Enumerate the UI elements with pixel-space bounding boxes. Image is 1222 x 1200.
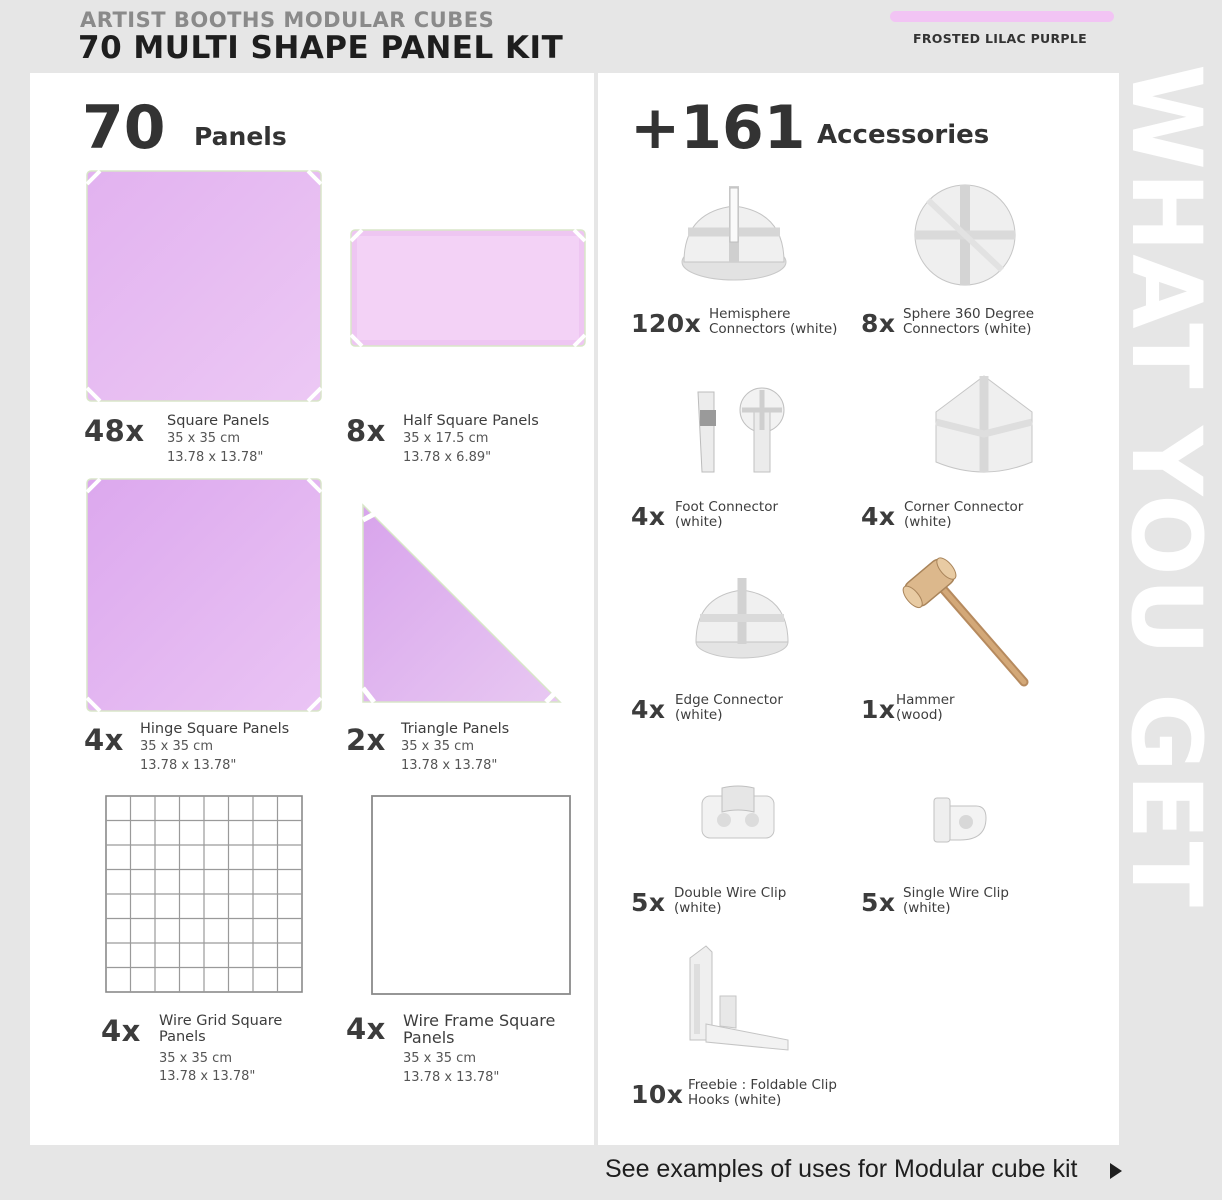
hemisphere-line2: Connectors (white) (709, 320, 838, 337)
wire-frame-panels-name-2: Panels (403, 1028, 455, 1048)
hammer-icon (900, 556, 1032, 688)
hinge-square-panel-icon (84, 476, 324, 714)
wire-frame-panels-qty: 4x (346, 1012, 386, 1046)
single-wire-clip-line1: Single Wire Clip (903, 885, 1009, 901)
double-wire-clip-icon (700, 786, 776, 842)
square-panels-qty: 48x (84, 414, 145, 448)
foldable-clip-hook-label (688, 1078, 837, 1108)
hinge-square-panels-label (140, 721, 289, 776)
accessories-count: +161 (630, 93, 806, 163)
color-name: FROSTED LILAC PURPLE (913, 31, 1087, 46)
triangle-panels-qty: 2x (346, 723, 386, 757)
play-arrow-icon[interactable] (1108, 1161, 1124, 1181)
triangle-panels-dim-cm: 35 x 35 cm (401, 739, 474, 755)
wire-grid-panels-dim-in: 13.78 x 13.78" (159, 1069, 256, 1085)
double-wire-clip-line1: Double Wire Clip (674, 885, 787, 901)
foot-connector-line2: (white) (675, 513, 723, 530)
square-panel-icon (84, 168, 324, 404)
double-wire-clip-label (674, 886, 786, 916)
hemisphere-qty: 120x (631, 309, 702, 338)
header-subtitle: ARTIST BOOTHS MODULAR CUBES (80, 8, 495, 32)
sphere-line1: Sphere 360 Degree (903, 306, 1035, 322)
wire-frame-panels-dim-cm: 35 x 35 cm (403, 1050, 476, 1066)
triangle-panel-icon (360, 502, 564, 706)
wire-grid-panels-name-1: Wire Grid Square (159, 1013, 283, 1029)
side-banner (1110, 60, 1222, 1150)
single-wire-clip-label (903, 886, 1009, 916)
wire-grid-panels-label (159, 1013, 282, 1087)
square-panels-dim-in: 13.78 x 13.78" (167, 450, 264, 466)
side-banner-text: WHAT YOU GET (1110, 64, 1222, 909)
single-wire-clip-line2: (white) (903, 899, 951, 916)
foot-connector-label (675, 500, 778, 530)
corner-connector-label (904, 500, 1023, 530)
wire-grid-panel-icon (104, 794, 304, 994)
hemisphere-line1: Hemisphere (709, 306, 791, 322)
triangle-panels-label (401, 721, 509, 776)
panels-count: 70 (82, 93, 166, 163)
sphere-connector-icon (910, 180, 1020, 290)
wire-frame-panels-dim-in: 13.78 x 13.78" (403, 1069, 500, 1085)
corner-connector-line1: Corner Connector (904, 499, 1024, 515)
hammer-line2: (wood) (896, 706, 943, 723)
sphere-qty: 8x (861, 309, 896, 338)
triangle-panels-dim-in: 13.78 x 13.78" (401, 758, 498, 774)
half-square-panels-dim-cm: 35 x 17.5 cm (403, 431, 489, 447)
double-wire-clip-line2: (white) (674, 899, 722, 916)
half-square-panel-icon (348, 227, 588, 349)
hinge-square-panels-name: Hinge Square Panels (140, 721, 290, 737)
foldable-clip-hook-line2: Hooks (white) (688, 1091, 782, 1108)
hemisphere-label (709, 307, 837, 337)
half-square-panels-qty: 8x (346, 414, 386, 448)
foot-connector-line1: Foot Connector (675, 499, 779, 515)
wire-grid-panels-qty: 4x (101, 1014, 141, 1048)
edge-connector-qty: 4x (631, 695, 666, 724)
hammer-line1: Hammer (896, 692, 955, 708)
edge-connector-icon (692, 574, 792, 660)
hammer-label (896, 693, 955, 723)
foldable-clip-hook-line1: Freebie : Foldable Clip (688, 1077, 837, 1093)
see-examples-link[interactable]: See examples of uses for Modular cube kit (605, 1155, 1078, 1183)
color-swatch (890, 11, 1114, 22)
corner-connector-qty: 4x (861, 502, 896, 531)
hammer-qty: 1x (861, 695, 896, 724)
accessories-label: Accessories (817, 120, 990, 150)
edge-connector-label (675, 693, 783, 723)
header-title: 70 MULTI SHAPE PANEL KIT (78, 30, 564, 66)
edge-connector-line1: Edge Connector (675, 692, 783, 708)
wire-frame-panels-name-1: Wire Frame Square (403, 1011, 556, 1030)
hinge-square-panels-qty: 4x (84, 723, 124, 757)
panels-label: Panels (194, 122, 287, 151)
hinge-square-panels-dim-in: 13.78 x 13.78" (140, 758, 237, 774)
single-wire-clip-icon (930, 796, 990, 844)
sphere-label (903, 307, 1034, 337)
square-panels-label (167, 413, 269, 468)
sphere-line2: Connectors (white) (903, 320, 1032, 337)
wire-frame-panel-icon (370, 794, 572, 996)
square-panels-name: Square Panels (167, 413, 270, 429)
square-panels-dim-cm: 35 x 35 cm (167, 431, 240, 447)
wire-grid-panels-name-2: Panels (159, 1029, 206, 1046)
half-square-panels-dim-in: 13.78 x 6.89" (403, 450, 492, 466)
hinge-square-panels-dim-cm: 35 x 35 cm (140, 739, 213, 755)
foldable-clip-hook-icon (676, 944, 796, 1056)
double-wire-clip-qty: 5x (631, 888, 666, 917)
edge-connector-line2: (white) (675, 706, 723, 723)
single-wire-clip-qty: 5x (861, 888, 896, 917)
triangle-panels-name: Triangle Panels (401, 721, 510, 737)
foldable-clip-hook-qty: 10x (631, 1080, 684, 1109)
wire-grid-panels-dim-cm: 35 x 35 cm (159, 1050, 232, 1066)
foot-connector-icon (692, 388, 792, 478)
foot-connector-qty: 4x (631, 502, 666, 531)
corner-connector-line2: (white) (904, 513, 952, 530)
half-square-panels-name: Half Square Panels (403, 413, 539, 429)
hemisphere-connector-icon (678, 182, 790, 282)
wire-frame-panels-label (403, 1011, 555, 1088)
corner-connector-icon (930, 372, 1038, 482)
half-square-panels-label (403, 413, 539, 468)
